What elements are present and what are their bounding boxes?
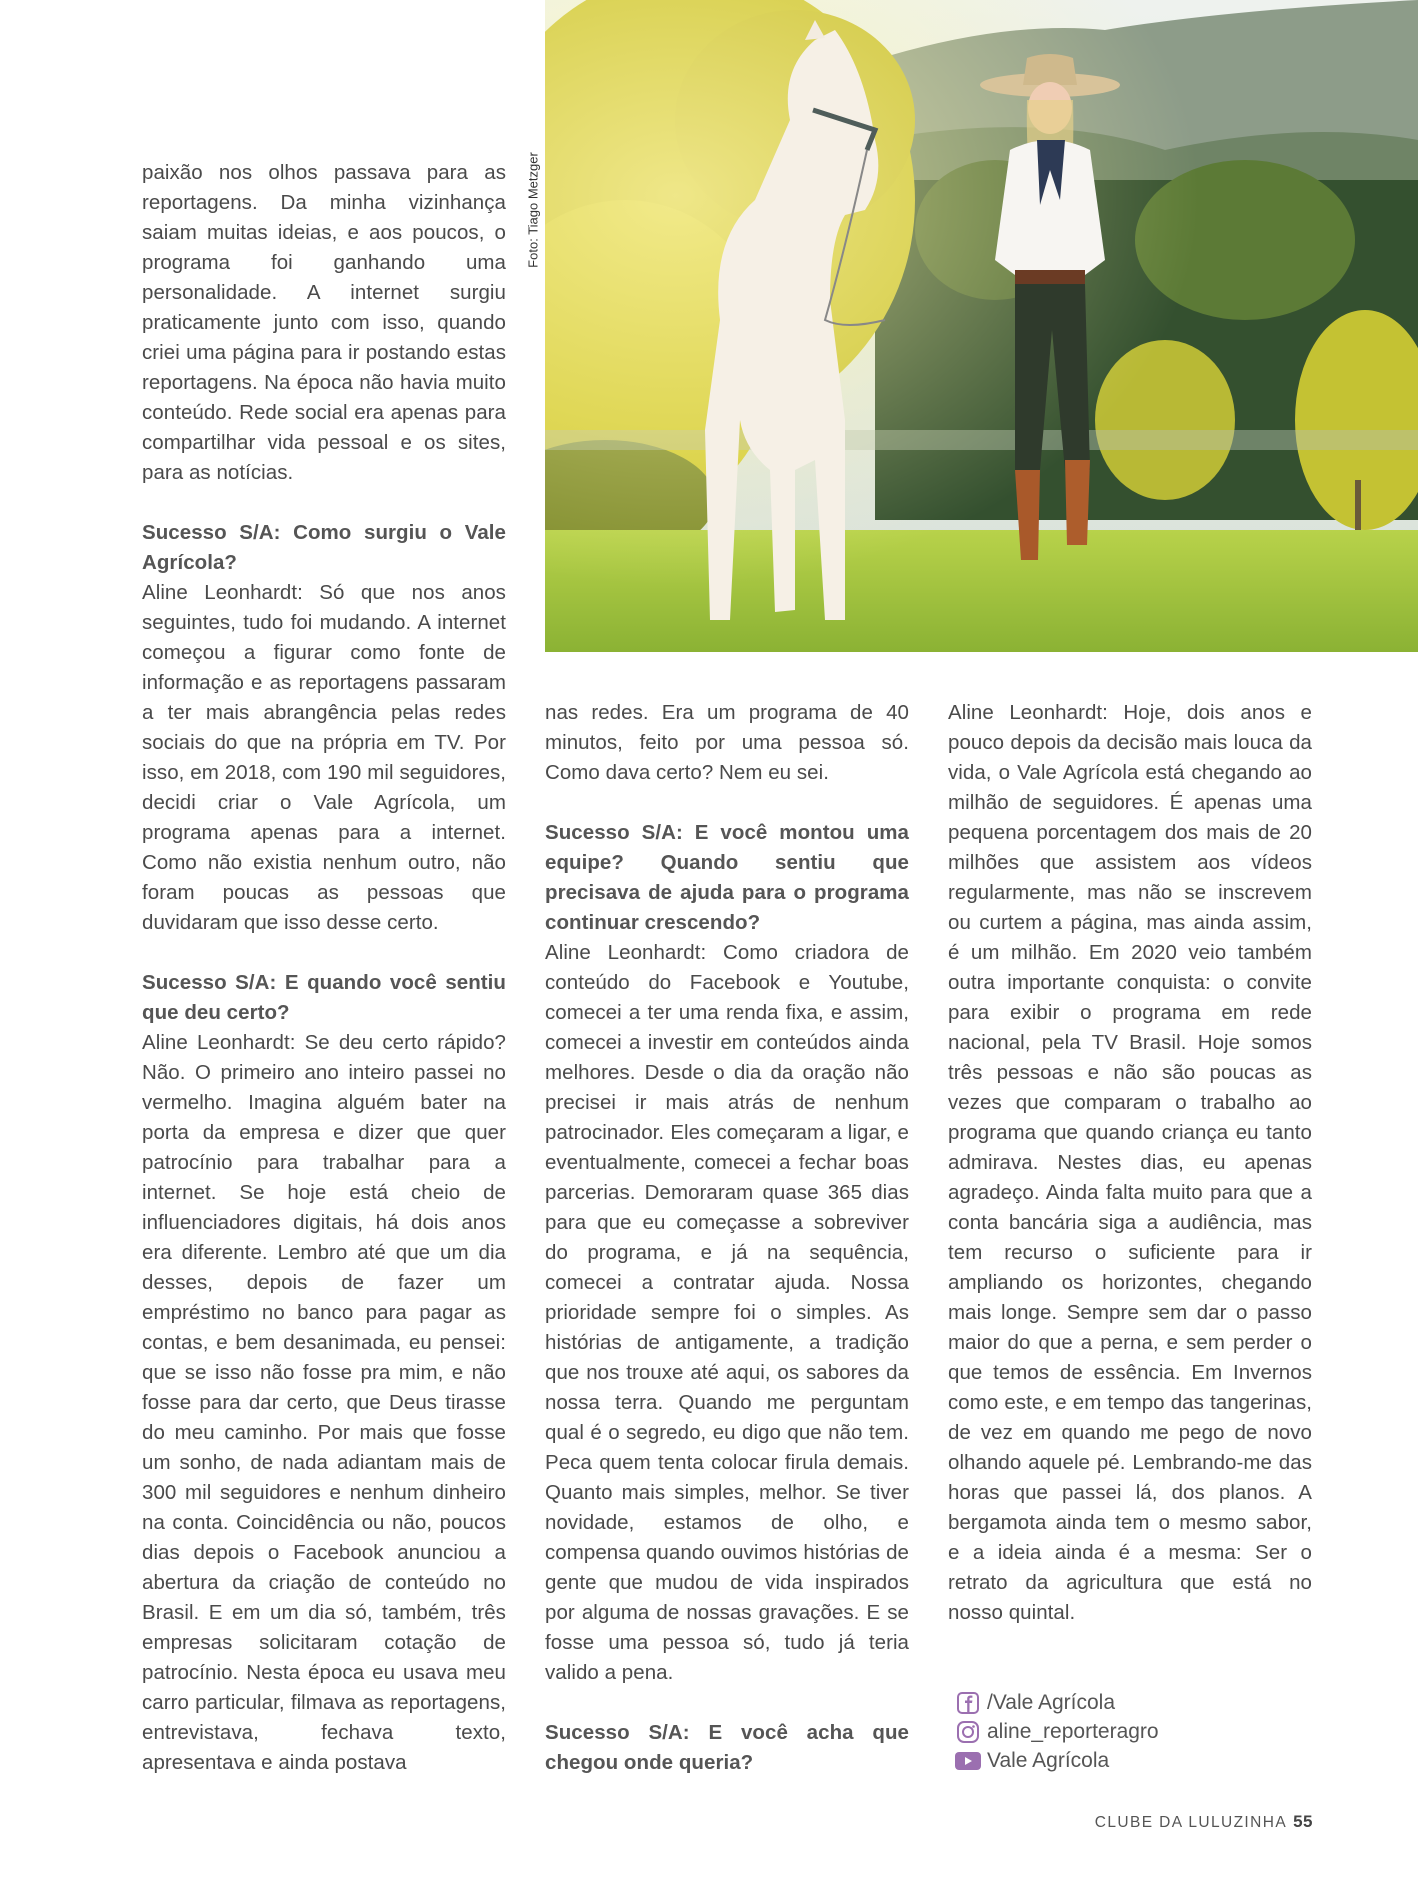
page-footer bbox=[1095, 1812, 1313, 1832]
page-number: 55 bbox=[1293, 1812, 1313, 1831]
answer-paragraph: Aline Leonhardt: Hoje, dois anos e pouco depois da decisão mais louca da vida, o Vale Agrícola está chegando ao milhão de seguidores. É apenas uma pequena porcentagem dos mais de 20 milhões que assistem aos vídeos regularmente, mas não se inscrevem ou curtem a página, mas ainda assim, é um milhão. Em 2020 veio também outra importante conquista: o convite para exibir o programa em rede nacional, pela TV Brasil. Hoje somos três pessoas e não são poucas as vezes que comparam o trabalho ao programa que quando criança eu tanto admirava. Nestes dias, eu apenas agradeço. Ainda falta muito para que a conta bancária siga a audiência, mas tem recurso o suficiente para ir ampliando os horizontes, chegando mais longe. Sempre sem dar o passo maior do que a perna, e sem perder o que temos de essência. Em Invernos como este, e em tempo das tangerinas, de vez em quando me pego de novo olhando aquele pé. Lembrando-me das horas que passei lá, dos planos. A bergamota ainda tem o mesmo sabor, e a ideia ainda é a mesma: Ser o retrato da agricultura que está no nosso quintal. bbox=[948, 701, 1312, 1624]
answer-paragraph: Aline Leonhardt: Se deu certo rápido? Não. O primeiro ano inteiro passei no vermelho. Imagina alguém bater na porta da empresa e dizer que quer patrocínio para trabalhar para a internet. Se hoje está cheio de influenciadores digitais, há dois anos era diferente. Lembro até que um dia desses, depois de fazer um empréstimo no banco para pagar as contas, e bem desanimada, eu pensei: que se isso não fosse pra mim, e não fosse para dar certo, que Deus tirasse do meu caminho. Por mais que fosse um sonho, de nada adiantam mais de 300 mil seguidores e nenhum dinheiro na conta. Coincidência ou não, poucos dias depois o Facebook anunciou a abertura da criação de conteúdo no Brasil. E em um dia só, também, três empresas solicitaram cotação de patrocínio. Nesta época eu usava meu carro particular, filmava as reportagens, entrevistava, fechava texto, apresentava e ainda postava bbox=[142, 1031, 506, 1774]
feature-photo bbox=[545, 0, 1418, 652]
instagram-icon bbox=[955, 1720, 981, 1744]
youtube-channel[interactable]: Vale Agrícola bbox=[987, 1748, 1110, 1772]
social-youtube[interactable] bbox=[955, 1746, 1159, 1775]
column-middle bbox=[545, 698, 909, 1778]
facebook-handle[interactable]: /Vale Agrícola bbox=[987, 1690, 1116, 1714]
answer-paragraph: nas redes. Era um programa de 40 minutos, feito por uma pessoa só. Como dava certo? Nem eu sei. bbox=[545, 701, 909, 784]
instagram-handle[interactable]: aline_reporteragro bbox=[987, 1719, 1159, 1743]
social-links bbox=[955, 1688, 1159, 1775]
answer-paragraph: paixão nos olhos passava para as reportagens. Da minha vizinhança saiam muitas ideias, e aos poucos, o programa foi ganhando uma personalidade. A internet surgiu praticamente junto com isso, quando criei uma página para ir postando estas reportagens. Na época não havia muito conteúdo. Rede social era apenas para compartilhar vida pessoal e os sites, para as notícias. bbox=[142, 161, 506, 484]
interview-question: Sucesso S/A: E você acha que chegou onde queria? bbox=[545, 1721, 909, 1774]
magazine-name: CLUBE DA LULUZINHA bbox=[1094, 1814, 1288, 1831]
answer-paragraph: Aline Leonhardt: Só que nos anos seguintes, tudo foi mudando. A internet começou a figurar como fonte de informação e as reportagens passaram a ter mais abrangência pelas redes sociais do que na própria em TV. Por isso, em 2018, com 190 mil seguidores, decidi criar o Vale Agrícola, um programa apenas para a internet. Como não existia nenhum outro, não foram poucas as pessoas que duvidaram que isso desse certo. bbox=[142, 581, 506, 934]
boot-right bbox=[1065, 460, 1090, 545]
social-facebook[interactable] bbox=[955, 1688, 1159, 1717]
interview-question: Sucesso S/A: E quando você sentiu que deu certo? bbox=[142, 971, 506, 1024]
facebook-icon bbox=[955, 1691, 981, 1715]
photo-woman-with-white-horse bbox=[545, 0, 1418, 652]
interview-question: Sucesso S/A: Como surgiu o Vale Agrícola? bbox=[142, 521, 506, 574]
column-left bbox=[142, 158, 506, 1778]
answer-paragraph: Aline Leonhardt: Como criadora de conteúdo do Facebook e Youtube, comecei a ter uma renda fixa, e assim, comecei a investir em conteúdos ainda melhores. Desde o dia da oração não precisei ir mais atrás de nenhum patrocinador. Eles começaram a ligar, e eventualmente, comecei a fechar boas parcerias. Demoraram quase 365 dias para que eu começasse a sobreviver do programa, e já na sequência, comecei a contratar ajuda. Nossa prioridade sempre foi o simples. As histórias de antigamente, a tradição que nos trouxe até aqui, os sabores da nossa terra. Quando me perguntam qual é o segredo, eu digo que não tem. Peca quem tenta colocar firula demais. Quanto mais simples, melhor. Se tiver novidade, estamos de olho, e compensa quando ouvimos histórias de gente que mudou de vida inspirados por alguma de nossas gravações. E se fosse uma pessoa só, tudo já teria valido a pena. bbox=[545, 941, 909, 1684]
social-instagram[interactable] bbox=[955, 1717, 1159, 1746]
column-right bbox=[948, 698, 1312, 1628]
interview-question: Sucesso S/A: E você montou uma equipe? Quando sentiu que precisava de ajuda para o programa continuar crescendo? bbox=[545, 821, 909, 934]
photo-credit: Foto: Tiago Metzger bbox=[525, 152, 541, 268]
youtube-icon bbox=[955, 1749, 981, 1773]
